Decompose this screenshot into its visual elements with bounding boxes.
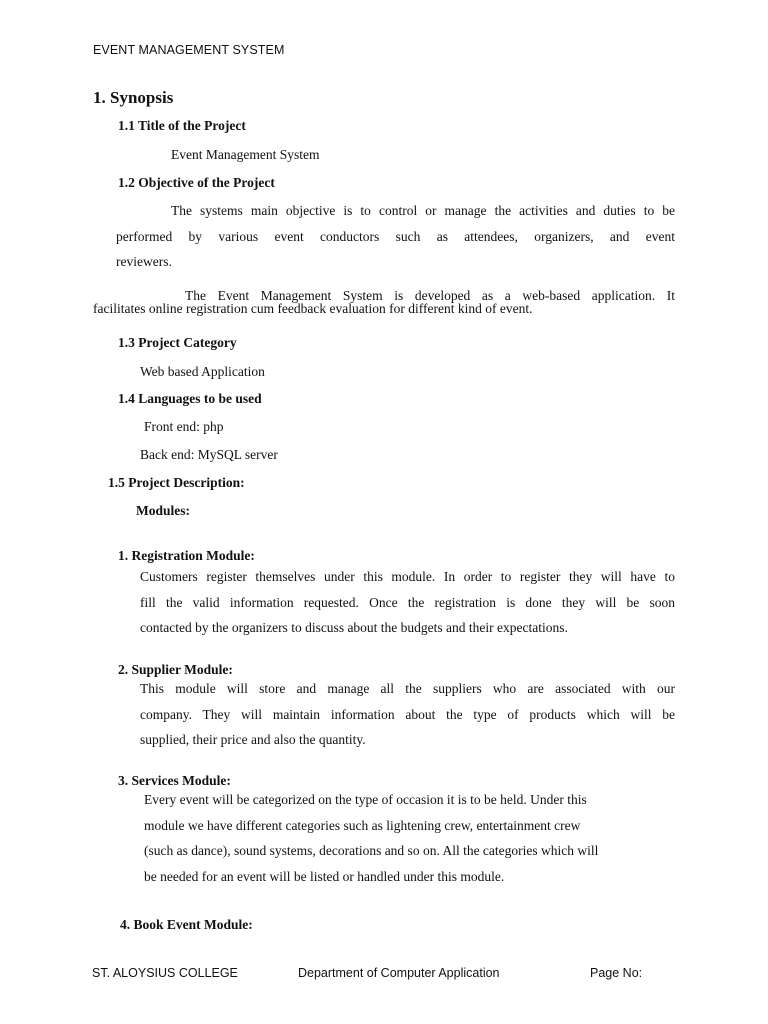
footer-college: ST. ALOYSIUS COLLEGE [92,966,238,980]
footer-department: Department of Computer Application [298,966,500,980]
module-line: This module will store and manage all the suppliers who are associated with our [140,681,675,696]
module-title-services: 3. Services Module: [118,773,231,788]
module-description-services [144,787,664,889]
module-line: company. They will maintain information about the type of products which will be [140,706,675,722]
module-line: fill the valid information requested. Once the registration is done they will be soon [140,594,675,610]
module-line: contacted by the organizers to discuss about the budgets and their expectations. [140,620,568,635]
module-line: Every event will be categorized on the type of occasion it is to be held. Under this [144,792,587,807]
module-line: (such as dance), sound systems, decorations and so on. All the categories which will [144,843,599,858]
subheading-project-category: 1.3 Project Category [118,335,237,350]
footer-page-number: Page No: [590,966,643,980]
module-title-book-event: 4. Book Event Module: [120,917,253,932]
module-line: be needed for an event will be listed or handled under this module. [144,868,505,884]
modules-label: Modules: [136,503,190,518]
back-end-value: Back end: MySQL server [140,447,278,462]
module-description-registration [140,564,675,641]
objective-paragraph-1 [116,198,675,275]
module-line: module we have different categories such as lightening crew, entertainment crew [144,817,581,833]
module-line: Customers register themselves under this module. In order to register they will have to [140,569,675,584]
subheading-objective: 1.2 Objective of the Project [118,175,275,190]
module-title-supplier: 2. Supplier Module: [118,662,233,677]
running-header: EVENT MANAGEMENT SYSTEM [93,43,285,57]
objective-line: performed by various event conductors such as attendees, organizers, and event [116,228,675,244]
subheading-languages: 1.4 Languages to be used [118,391,262,406]
objective-line: reviewers. [116,254,172,269]
subheading-project-description: 1.5 Project Description: [108,475,245,490]
section-heading-synopsis: 1. Synopsis [93,88,174,107]
objective-paragraph-2 [93,283,675,317]
project-title-value: Event Management System [171,147,320,162]
module-title-registration: 1. Registration Module: [118,548,255,563]
project-category-value: Web based Application [140,364,265,379]
objective-line: facilitates online registration cum feedback evaluation for different kind of event. [93,301,533,316]
subheading-title-of-project: 1.1 Title of the Project [118,118,246,133]
objective-line: The Event Management System is developed as a web-based application. It [185,288,675,303]
objective-line: The systems main objective is to control or manage the activities and duties to be [171,203,675,218]
module-description-supplier [140,676,675,753]
module-line: supplied, their price and also the quantity. [140,732,366,747]
front-end-value: Front end: php [144,419,224,434]
